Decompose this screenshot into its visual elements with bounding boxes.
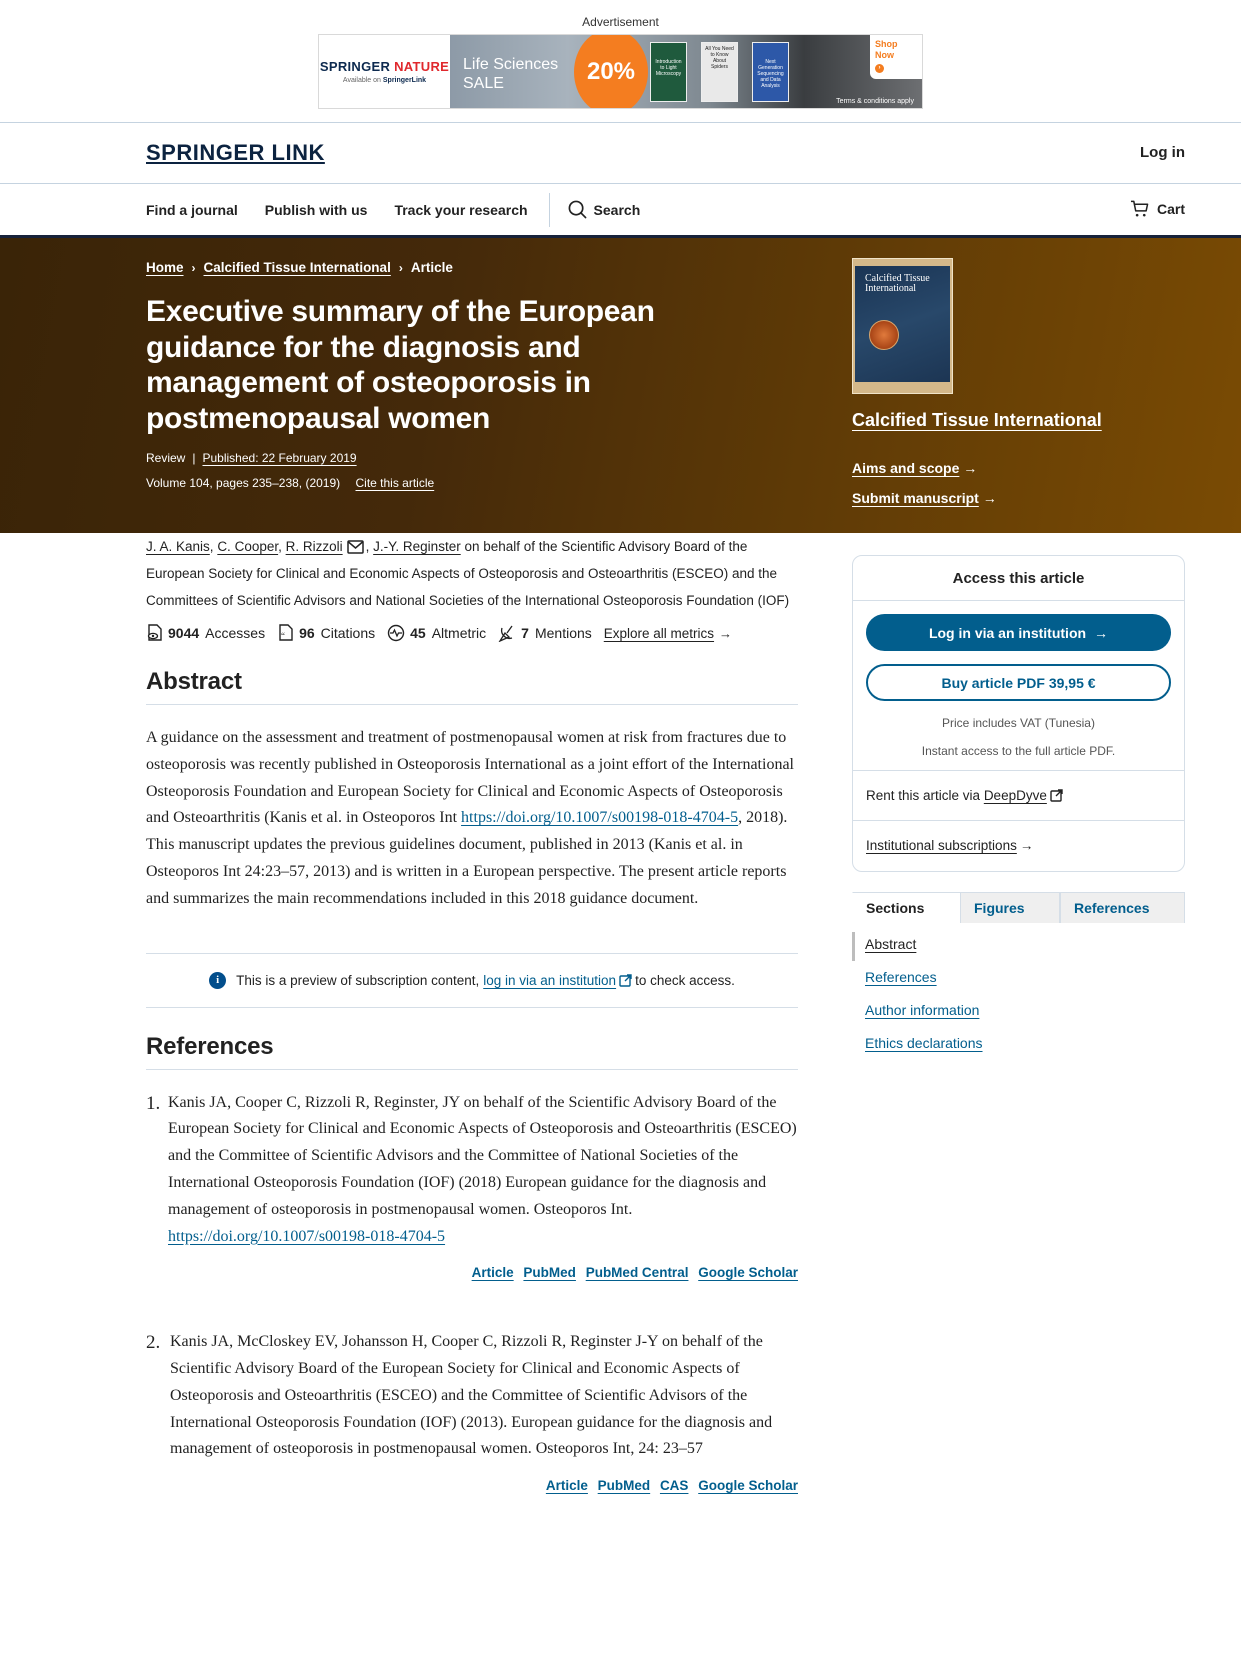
nav-find-journal[interactable]: Find a journal bbox=[146, 201, 238, 218]
abstract-doi-link[interactable]: https://doi.org/10.1007/s00198-018-4704-5 bbox=[461, 809, 739, 827]
arrow-right-icon: → bbox=[719, 625, 733, 641]
article-volume-line bbox=[146, 476, 434, 490]
author-affiliation: on behalf of the Scientific Advisory Board of the European Society for Clinical and Economic Aspects of Osteoporosis and Osteoarthritis (ESCEO) and the Committees of Scientific Advisors and National Societies of the International Osteoporosis Foundation (IOF) bbox=[146, 539, 790, 608]
ad-discount-badge: 20% bbox=[574, 34, 648, 109]
chevron-right-icon: › bbox=[875, 64, 884, 73]
author-link[interactable]: C. Cooper bbox=[217, 539, 279, 554]
info-icon: i bbox=[209, 972, 226, 989]
breadcrumb-current: Article bbox=[410, 260, 453, 275]
reference-number: 1. bbox=[146, 1092, 161, 1114]
breadcrumb-home[interactable]: Home bbox=[146, 260, 184, 275]
reference-item: 1. Kanis JA, Cooper C, Rizzoli R, Reginster, JY on behalf of the Scientific Advisory Board of the European Society for Clinical and Economic Aspects of Osteoporosis and Osteoarthritis (ESCEO) and the Committee of Scientific Advisors and the Committee of National Societies of the International Osteoporosis Foundation (IOF) (2018) European guidance for the diagnosis and management of osteoporosis in postmenopausal women. Osteoporos Int. https://doi.org/10.1007/s00198-018-4704-5 Article PubMed PubMed Central Google Scholar bbox=[146, 1090, 798, 1288]
submit-manuscript-link[interactable]: Submit manuscript → bbox=[852, 490, 997, 506]
cover-title: Calcified Tissue International bbox=[865, 273, 930, 294]
toc-ethics-declarations[interactable]: Ethics declarations bbox=[865, 1035, 983, 1051]
reference-links bbox=[170, 1473, 798, 1500]
author-link[interactable]: J. A. Kanis bbox=[146, 539, 210, 554]
buy-article-pdf-button[interactable]: Buy article PDF 39,95 € bbox=[866, 664, 1171, 701]
arrow-right-icon: → bbox=[982, 490, 997, 506]
cart-button[interactable]: Cart bbox=[1130, 200, 1185, 218]
article-volume: Volume 104, pages 235–238, (2019) bbox=[146, 476, 341, 490]
sidebar-tabs bbox=[852, 892, 1185, 923]
institutional-subscriptions-row bbox=[853, 820, 1184, 870]
advertisement-banner[interactable] bbox=[318, 34, 923, 109]
main-nav bbox=[0, 184, 1241, 238]
article-title: Executive summary of the European guidance for the diagnosis and management of osteoporosis in postmenopausal women bbox=[146, 295, 655, 435]
tab-references[interactable]: References bbox=[1060, 892, 1185, 923]
arrow-right-icon: → bbox=[1019, 838, 1034, 853]
article-type: Review bbox=[146, 451, 186, 465]
breadcrumb-journal[interactable]: Calcified Tissue International bbox=[203, 260, 391, 275]
chevron-right-icon: › bbox=[191, 260, 196, 275]
rent-deepdyve-row: Rent this article via DeepDyve bbox=[853, 770, 1184, 820]
deepdyve-link[interactable]: DeepDyve bbox=[983, 788, 1047, 803]
references-heading: References bbox=[146, 1033, 798, 1070]
access-article-box bbox=[852, 555, 1185, 872]
ref-google-scholar-link[interactable]: Google Scholar bbox=[698, 1265, 798, 1281]
ad-book-cover: Introduction to Light Microscopy bbox=[650, 42, 687, 102]
ad-sale-text: Life Sciences SALE bbox=[463, 56, 559, 92]
ref-pubmed-link[interactable]: PubMed bbox=[523, 1265, 576, 1281]
advertisement-area bbox=[0, 0, 1241, 123]
breadcrumb bbox=[146, 260, 453, 275]
search-button[interactable]: Search bbox=[568, 200, 641, 219]
ref-pubmed-link[interactable]: PubMed bbox=[597, 1478, 651, 1494]
ad-available-on: Available on SpringerLink bbox=[342, 77, 427, 84]
metric-mentions: 7 Mentions bbox=[498, 624, 592, 642]
advertisement-label: Advertisement bbox=[582, 15, 659, 29]
ref-google-scholar-link[interactable]: Google Scholar bbox=[698, 1478, 798, 1494]
ad-book-cover: Next Generation Sequencing and Data Analysis bbox=[752, 42, 789, 102]
reference-number: 2. bbox=[146, 1332, 161, 1354]
search-icon bbox=[568, 200, 587, 219]
explore-metrics-link[interactable]: Explore all metrics bbox=[603, 625, 715, 641]
metric-accesses: 9044 Accesses bbox=[146, 624, 265, 642]
ref-article-link[interactable]: Article bbox=[471, 1265, 514, 1281]
access-title: Access this article bbox=[853, 556, 1184, 601]
journal-name-link[interactable]: Calcified Tissue International bbox=[852, 410, 1102, 430]
ad-promo-panel bbox=[450, 35, 922, 108]
login-institution-button[interactable]: Log in via an institution → bbox=[866, 614, 1171, 651]
email-icon[interactable] bbox=[347, 540, 364, 554]
ad-shop-now-button[interactable]: Shop Now › bbox=[870, 35, 922, 79]
toc-references[interactable]: References bbox=[865, 969, 937, 985]
arrow-right-icon: → bbox=[1094, 624, 1109, 641]
tab-sections[interactable]: Sections bbox=[852, 892, 960, 923]
nav-publish[interactable]: Publish with us bbox=[264, 201, 368, 218]
svg-text:“: “ bbox=[281, 631, 286, 641]
article-meta: Review | Published: 22 February 2019 bbox=[146, 451, 357, 465]
chevron-right-icon: › bbox=[398, 260, 403, 275]
article-main bbox=[146, 533, 798, 1500]
instant-access-note: Instant access to the full article PDF. bbox=[921, 744, 1116, 758]
article-hero bbox=[0, 238, 1241, 533]
reference-links bbox=[168, 1260, 798, 1287]
toc-author-information[interactable]: Author information bbox=[865, 1002, 980, 1018]
subscription-preview-notice: i This is a preview of subscription content, log in via an institution to check access. bbox=[146, 953, 798, 1008]
institutional-subscriptions-link[interactable]: Institutional subscriptions bbox=[866, 838, 1017, 853]
springer-link-logo[interactable]: SPRINGER LINK bbox=[146, 140, 325, 165]
accesses-icon bbox=[146, 624, 163, 642]
ad-brand-panel bbox=[319, 35, 450, 108]
arrow-right-icon: → bbox=[963, 460, 978, 476]
tab-figures[interactable]: Figures bbox=[960, 892, 1060, 923]
altmetric-icon bbox=[387, 624, 405, 642]
article-metrics bbox=[146, 623, 798, 643]
author-link[interactable]: R. Rizzoli bbox=[285, 539, 343, 554]
abstract-heading: Abstract bbox=[146, 668, 798, 705]
reference-item: 2. Kanis JA, McCloskey EV, Johansson H, Cooper C, Rizzoli R, Reginster J-Y on behalf of the Scientific Advisory Board of the European Society for Clinical and Economic Aspects of Osteoporosis and Osteoarthritis (ESCEO) and the Committee of Scientific Advisors of the International Osteoporosis Foundation (IOF) (2013). European guidance for the diagnosis and management of osteoporosis in postmenopausal women. Osteoporos Int, 24: 23–57 Article PubMed CAS Google Scholar bbox=[146, 1329, 798, 1500]
external-link-icon bbox=[619, 974, 632, 987]
author-list: J. A. Kanis, C. Cooper, R. Rizzoli , J.-Y. Reginster on behalf of the Scientific Advisory Board of the European Society for Clinical and Economic Aspects of Osteoporosis and Osteoarthritis (ESCEO) and the Committees of Scientific Advisors and National Societies of the International Osteoporosis Foundation (IOF) bbox=[146, 539, 790, 608]
sections-toc bbox=[852, 932, 1185, 1064]
price-vat-note: Price includes VAT (Tunesia) bbox=[942, 716, 1095, 730]
author-link[interactable]: J.-Y. Reginster bbox=[373, 539, 461, 554]
satellite-dish-icon bbox=[498, 624, 516, 642]
site-header bbox=[0, 123, 1241, 184]
login-link[interactable]: Log in bbox=[1140, 144, 1185, 161]
ad-book-cover: All You Need to Know About Spiders bbox=[701, 42, 738, 102]
nav-track-research[interactable]: Track your research bbox=[394, 201, 528, 218]
institution-login-link[interactable]: log in via an institution bbox=[483, 972, 617, 988]
ref-article-link[interactable]: Article bbox=[545, 1478, 588, 1494]
nav-divider bbox=[549, 193, 550, 227]
published-date-link[interactable]: Published: 22 February 2019 bbox=[202, 451, 357, 465]
journal-cover-image[interactable] bbox=[852, 258, 953, 394]
abstract-text: A guidance on the assessment and treatment of postmenopausal women at risk from fractures due to osteoporosis was recently published in Osteoporosis International as a joint effort of the International Osteoporosis Foundation and European Society for Clinical and Economic Aspects of Osteoporosis and Osteoarthritis (Kanis et al. in Osteoporos Int https://doi.org/10.1007/s00198-018-4704-5, 2018). This manuscript updates the previous guidelines document, published in 2013 (Kanis et al. in Osteoporos Int 24:23–57, 2013) and is written in a European perspective. The present article reports and summarizes the main recommendations included in this 2018 guidance document. bbox=[146, 729, 794, 907]
citations-icon bbox=[277, 624, 294, 642]
springer-nature-logo: SPRINGER NATURE bbox=[319, 59, 450, 74]
ref-cas-link[interactable]: CAS bbox=[659, 1478, 689, 1494]
cite-article-link[interactable]: Cite this article bbox=[355, 476, 435, 490]
ad-terms: Terms & conditions apply bbox=[836, 98, 914, 105]
ref-pubmed-central-link[interactable]: PubMed Central bbox=[585, 1265, 689, 1281]
metric-citations: “ 96 Citations bbox=[277, 624, 375, 642]
cart-icon bbox=[1130, 200, 1149, 218]
external-link-icon bbox=[1050, 789, 1063, 802]
metric-altmetric: 45 Altmetric bbox=[387, 624, 486, 642]
toc-abstract[interactable]: Abstract bbox=[852, 932, 1185, 961]
aims-scope-link[interactable]: Aims and scope → bbox=[852, 460, 978, 476]
reference-doi-link[interactable]: https://doi.org/10.1007/s00198-018-4704-5 bbox=[168, 1227, 446, 1245]
